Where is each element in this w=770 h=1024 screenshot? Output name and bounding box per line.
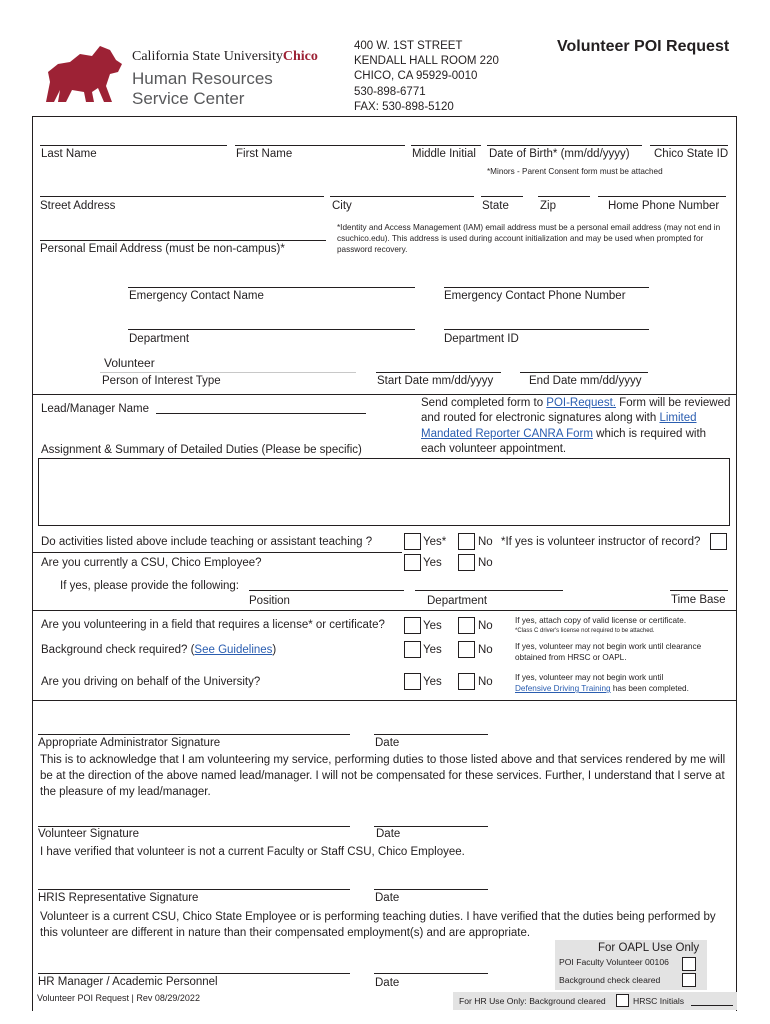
chico-id-label: Chico State ID	[654, 148, 729, 160]
teaching-no-label: No	[478, 536, 493, 548]
logo	[40, 42, 340, 110]
logo-chico: Chico	[282, 49, 318, 64]
license-question: Are you volunteering in a field that requires a license* or certificate?	[41, 619, 385, 631]
send-instructions: Send completed form to POI-Request. Form will be reviewed and routed for electronic signatures along with Limited Mandated Reporter CANRA Form which is required with each volunteer appointment.	[421, 397, 731, 456]
poi-request-link[interactable]: POI-Request.	[546, 397, 616, 409]
emergency-name-label: Emergency Contact Name	[129, 290, 264, 302]
background-no-checkbox[interactable]	[458, 641, 475, 658]
oapl-background-checkbox[interactable]	[682, 973, 696, 987]
iam-note: *Identity and Access Management (IAM) email address must be a personal email address (may not end in csuchico.edu). This address is used during account initialization and may be used when prompted for password recovery.	[337, 223, 721, 255]
license-no-checkbox[interactable]	[458, 617, 475, 634]
csu-employee-yes-checkbox[interactable]	[404, 554, 421, 571]
canra-form-link[interactable]: Limited Mandated Reporter CANRA Form	[421, 412, 697, 440]
teaching-yes-checkbox[interactable]	[404, 533, 421, 550]
department-label: Department	[129, 333, 190, 345]
revision-footer: Volunteer POI Request | Rev 08/29/2022	[37, 993, 200, 1003]
address-line: KENDALL HALL ROOM 220	[354, 55, 499, 68]
personal-email-label: Personal Email Address (must be non-campus)*	[40, 243, 285, 255]
zip-label: Zip	[540, 200, 556, 212]
street-label: Street Address	[40, 200, 116, 212]
poi-type-select[interactable]: Volunteer	[104, 356, 155, 370]
emergency-phone-label: Emergency Contact Phone Number	[444, 290, 626, 302]
oapl-background-label: Background check cleared	[559, 975, 661, 985]
minors-note: *Minors - Parent Consent form must be attached	[487, 167, 663, 176]
hris-signature-label: HRIS Representative Signature	[38, 892, 199, 904]
teaching-yes-label: Yes*	[423, 536, 447, 548]
logo-university: California State University	[132, 49, 283, 64]
first-name-label: First Name	[236, 148, 293, 160]
middle-initial-label: Middle Initial	[412, 148, 476, 160]
dob-label: Date of Birth* (mm/dd/yyyy)	[489, 148, 630, 160]
instructor-record-label: *If yes is volunteer instructor of record?	[501, 536, 701, 548]
hrsc-initials-label: HRSC Initials	[633, 996, 685, 1006]
if-yes-provide-label: If yes, please provide the following:	[60, 580, 239, 592]
volunteer-signature-label: Volunteer Signature	[38, 828, 140, 840]
page-title: Volunteer POI Request	[557, 38, 730, 55]
hr-background-cleared-checkbox[interactable]	[616, 994, 629, 1007]
admin-date-label: Date	[375, 737, 400, 749]
address-line: FAX: 530-898-5120	[354, 100, 454, 113]
employee-department-label: Department	[427, 595, 488, 607]
oapl-faculty-checkbox[interactable]	[682, 957, 696, 971]
license-note: If yes, attach copy of valid license or certificate.	[515, 616, 687, 625]
acknowledgement-text: This is to acknowledge that I am volunteering my service, performing duties to those listed above and that services rendered by me will be at the direction of the above named lead/manager. I will not be compensated for these services. Further, I understand that I serve at the pleasure of my lead/manager.	[40, 754, 726, 799]
hr-manager-signature-label: HR Manager / Academic Personnel	[38, 976, 218, 988]
poi-type-label: Person of Interest Type	[102, 375, 221, 387]
lead-manager-label: Lead/Manager Name	[41, 403, 150, 415]
last-name-label: Last Name	[41, 148, 97, 160]
driving-yes-label: Yes	[423, 676, 442, 688]
duties-textarea[interactable]	[38, 458, 730, 526]
csu-employee-question: Are you currently a CSU, Chico Employee?	[41, 557, 262, 569]
background-yes-checkbox[interactable]	[404, 641, 421, 658]
guidelines-link[interactable]: See Guidelines	[194, 644, 273, 656]
csu-employee-no-label: No	[478, 557, 493, 569]
address-block	[354, 39, 499, 115]
driving-question: Are you driving on behalf of the University?	[41, 676, 261, 688]
license-no-label: No	[478, 620, 493, 632]
background-no-label: No	[478, 644, 493, 656]
wildcat-logo-icon	[40, 42, 130, 110]
time-base-label: Time Base	[671, 594, 726, 606]
address-line: CHICO, CA 95929-0010	[354, 70, 478, 83]
driving-no-label: No	[478, 676, 493, 688]
position-label: Position	[249, 595, 290, 607]
hris-date-label: Date	[375, 892, 400, 904]
state-label: State	[482, 200, 509, 212]
start-date-label: Start Date mm/dd/yyyy	[377, 375, 494, 387]
current-employee-text: Volunteer is a current CSU, Chico State Employee or is performing teaching duties. I have verified that the duties being performed by this volunteer are different in nature than their compensated employment(s) and are appropriate.	[40, 911, 716, 940]
driving-yes-checkbox[interactable]	[404, 673, 421, 690]
background-yes-label: Yes	[423, 644, 442, 656]
driving-note: If yes, volunteer may not begin work until Defensive Driving Training has been completed.	[515, 673, 689, 694]
address-line: 400 W. 1ST STREET	[354, 40, 463, 52]
department-id-label: Department ID	[444, 333, 519, 345]
teaching-no-checkbox[interactable]	[458, 533, 475, 550]
volunteer-date-label: Date	[376, 828, 401, 840]
background-note: If yes, volunteer may not begin work until clearance obtained from HRSC or OAPL.	[515, 642, 702, 663]
home-phone-label: Home Phone Number	[608, 200, 720, 212]
city-label: City	[332, 200, 352, 212]
instructor-record-checkbox[interactable]	[710, 533, 727, 550]
hr-manager-date-label: Date	[375, 977, 400, 989]
hr-only-label: For HR Use Only: Background cleared	[459, 996, 606, 1006]
csu-employee-no-checkbox[interactable]	[458, 554, 475, 571]
defensive-driving-link[interactable]: Defensive Driving Training	[515, 684, 611, 694]
end-date-label: End Date mm/dd/yyyy	[529, 375, 642, 387]
logo-service-center: Service Center	[132, 89, 245, 108]
logo-human-resources: Human Resources	[132, 69, 273, 88]
driving-no-checkbox[interactable]	[458, 673, 475, 690]
license-yes-checkbox[interactable]	[404, 617, 421, 634]
oapl-title: For OAPL Use Only	[598, 942, 700, 954]
admin-signature-label: Appropriate Administrator Signature	[38, 737, 221, 749]
address-line: 530-898-6771	[354, 85, 426, 98]
csu-employee-yes-label: Yes	[423, 557, 442, 569]
license-subnote: *Class C driver's license not required to be attached.	[515, 628, 655, 634]
verified-text: I have verified that volunteer is not a current Faculty or Staff CSU, Chico Employee.	[40, 846, 465, 858]
background-question: Background check required? (See Guidelines)	[41, 644, 277, 656]
teaching-question: Do activities listed above include teaching or assistant teaching ?	[41, 536, 373, 548]
assignment-label: Assignment & Summary of Detailed Duties (Please be specific)	[41, 444, 362, 456]
license-yes-label: Yes	[423, 620, 442, 632]
oapl-faculty-label: POI Faculty Volunteer 00106	[559, 957, 669, 967]
